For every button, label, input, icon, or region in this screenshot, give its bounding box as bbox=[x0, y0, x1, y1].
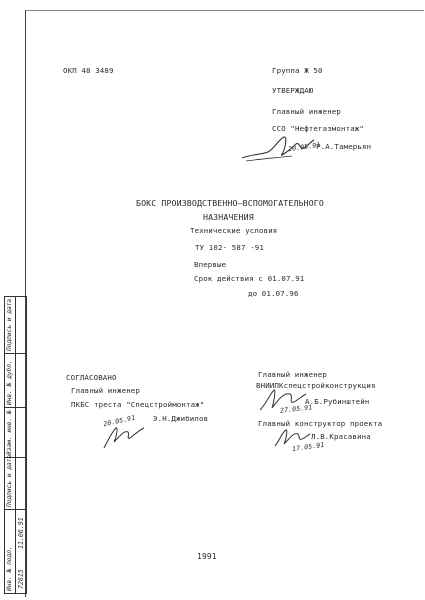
right-organization1: ВНИИПКспецстройконструкция bbox=[256, 381, 376, 390]
right-signature2 bbox=[272, 426, 312, 450]
footer-year: 1991 bbox=[197, 552, 217, 561]
right-position2: Главный конструктор проекта bbox=[258, 419, 383, 428]
side-stamp bbox=[4, 296, 27, 594]
right-position1: Главный инженер bbox=[258, 370, 327, 379]
approver-position: Главный инженер bbox=[272, 107, 341, 116]
tu-number: ТУ 102- 587 -91 bbox=[195, 243, 264, 252]
approver-organization: ССО "Нефтегазмонтаж" bbox=[272, 124, 364, 133]
page-frame bbox=[25, 10, 424, 597]
right-signatory2: Л.В.Красавина bbox=[311, 432, 371, 441]
side-label-inv-podl: Инв. № подл. bbox=[6, 546, 13, 591]
valid-from: Срок действия с 01.07.91 bbox=[194, 274, 305, 283]
right-signature1 bbox=[256, 386, 310, 416]
agreed-signature bbox=[100, 422, 148, 452]
doc-title-line1: БОКС ПРОИЗВОДСТВЕННО–ВСПОМОГАТЕЛЬНОГО bbox=[136, 198, 324, 208]
side-stamp-divider bbox=[5, 407, 26, 408]
right-signatory1: А.Б.Рубинштейн bbox=[305, 397, 370, 406]
first-time-label: Впервые bbox=[194, 260, 227, 269]
agreed-name: Э.Н.Джибилов bbox=[153, 414, 209, 423]
approve-label: УТВЕРЖДАЮ bbox=[272, 86, 314, 95]
valid-to: до 01.07.96 bbox=[248, 289, 299, 298]
side-label-inv-dubl: Инв. № дубл. bbox=[6, 360, 13, 405]
side-inv-number: 72615 bbox=[17, 569, 25, 589]
okp-code: ОКП 48 3489 bbox=[63, 66, 114, 75]
approver-name: Р.А.Тамерьян bbox=[316, 142, 372, 151]
agreed-label: СОГЛАСОВАНО bbox=[66, 373, 117, 382]
approver-signature bbox=[238, 128, 318, 170]
right-sign-date2: 17.05.91 bbox=[291, 440, 325, 454]
agreed-sign-date: 20.05.91 bbox=[102, 413, 136, 429]
right-sign-date1: 27.05.91 bbox=[279, 403, 313, 415]
side-label-sign-date-2: Подпись и дата bbox=[6, 298, 13, 351]
doc-subtitle: Технические условия bbox=[190, 226, 278, 235]
agreed-organization: ПКБС треста "Спецстроймонтаж" bbox=[71, 400, 205, 409]
side-stamp-divider bbox=[5, 353, 26, 354]
side-date-note: 11.06.91 bbox=[17, 517, 25, 549]
side-label-vzam-inv: Взам. инв. № bbox=[6, 410, 13, 455]
doc-title-line2: НАЗНАЧЕНИЯ bbox=[203, 212, 254, 222]
group-code: Группа Ж 50 bbox=[272, 66, 323, 75]
agreed-position: Главный инженер bbox=[71, 386, 140, 395]
side-stamp-divider bbox=[5, 509, 26, 510]
approver-sign-date: 20.05.91 bbox=[287, 140, 321, 154]
side-label-sign-date: Подпись и дата bbox=[6, 454, 13, 507]
